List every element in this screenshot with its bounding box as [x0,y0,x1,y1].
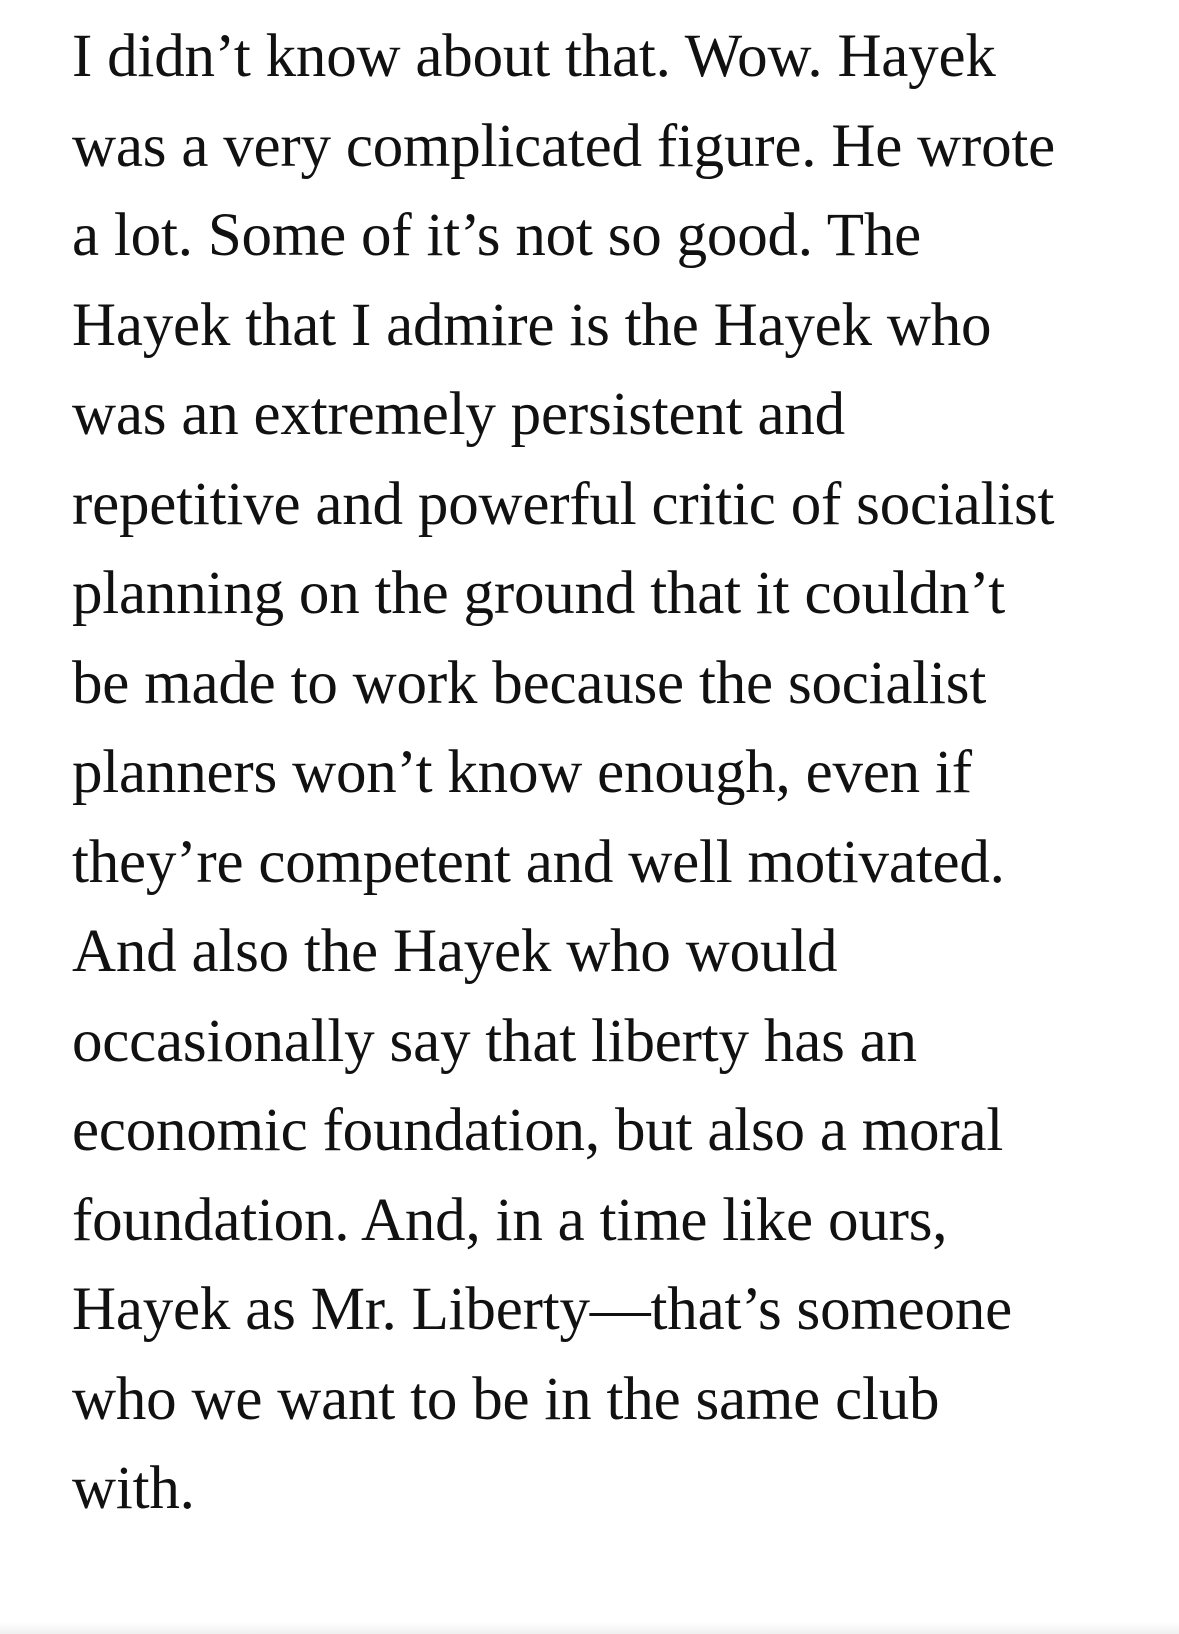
paragraph-line: occasionally say that liberty has an [72,1007,917,1075]
paragraph-line: who we want to be in the same club [72,1365,940,1433]
paragraph-line: planning on the ground that it couldn’t [72,560,1006,627]
paragraph-line: Hayek as Mr. Liberty—that’s someone [72,1276,1012,1343]
page-bottom-edge [0,1622,1179,1634]
paragraph-line: was an extremely persistent and [72,381,845,448]
article-paragraph [72,12,1152,1534]
paragraph-line: economic foundation, but also a moral [72,1097,1004,1164]
paragraph-line: planners won’t know enough, even if [72,739,972,806]
paragraph-line: be made to work because the socialist [72,649,987,717]
paragraph-line: was a very complicated figure. He wrote [72,112,1056,180]
paragraph-line: foundation. And, in a time like ours, [72,1186,948,1254]
paragraph-line: with. [72,1455,195,1522]
paragraph-line: I didn’t know about that. Wow. Hayek [72,23,996,90]
paragraph-line: Hayek that I admire is the Hayek who [72,291,992,359]
paragraph-line: And also the Hayek who would [72,918,838,985]
paragraph-line: a lot. Some of it’s not so good. The [72,202,922,269]
paragraph-line: they’re competent and well motivated. [72,828,1005,896]
paragraph-line: repetitive and powerful critic of socialist [72,470,1055,538]
